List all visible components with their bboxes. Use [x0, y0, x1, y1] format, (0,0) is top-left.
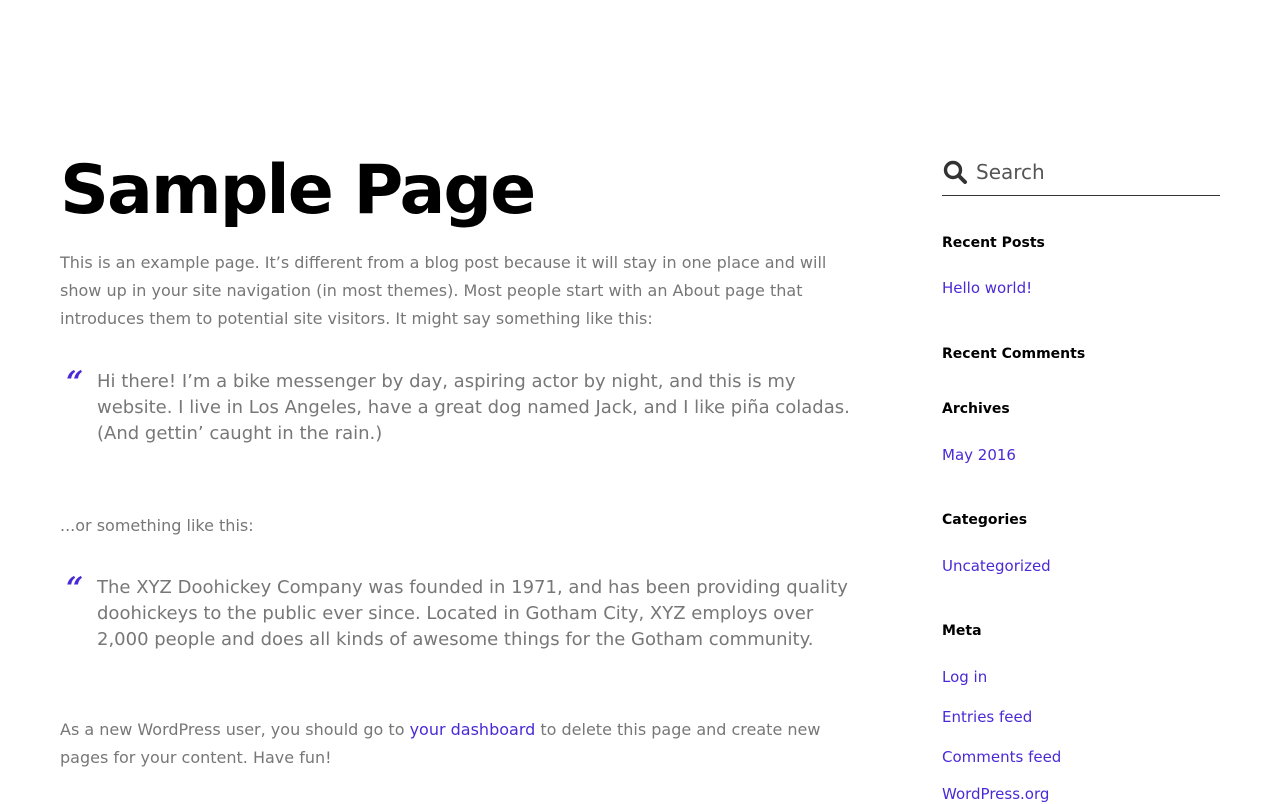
meta-link-wordpress-org[interactable]: WordPress.org — [942, 785, 1050, 803]
recent-posts-title: Recent Posts — [942, 235, 1045, 251]
search-form — [942, 150, 1220, 196]
categories-title: Categories — [942, 512, 1028, 528]
sidebar — [942, 150, 1220, 803]
meta-link-entries-feed[interactable]: Entries feed — [942, 708, 1033, 726]
quote-text: Hi there! I’m a bike messenger by day, aspiring actor by night, and this is my website. I live in Los Angeles, have a great dog named Jack, and I like piña coladas. (And gettin’ caught in the rain.) — [97, 371, 850, 444]
main-content — [60, 150, 860, 772]
recent-comments-title: Recent Comments — [942, 346, 1086, 362]
quote-text: The XYZ Doohickey Company was founded in 1971, and has been providing quality doohickeys to the public ever since. Located in Gotham City, XYZ employs over 2,000 people and does all kinds of awesome things for the Gotham community. — [97, 577, 848, 650]
search-input[interactable] — [976, 154, 1216, 190]
quote-icon: “ — [66, 571, 84, 606]
meta-title: Meta — [942, 623, 982, 639]
dashboard-link[interactable]: your dashboard — [409, 720, 536, 739]
quote-icon: “ — [66, 365, 84, 400]
meta-link-login[interactable]: Log in — [942, 668, 988, 686]
archive-link[interactable]: May 2016 — [942, 446, 1016, 464]
mid-paragraph: ...or something like this: — [60, 516, 254, 535]
intro-paragraph: This is an example page. It’s different from a blog post because it will stay in one place and will show up in your site navigation (in most themes). Most people start with an About page that introduces them to potential site visitors. It might say something like this: — [60, 253, 827, 328]
outro-text-before: As a new WordPress user, you should go to — [60, 720, 410, 739]
page-title: Sample Page — [60, 151, 535, 230]
outro-paragraph — [60, 716, 860, 772]
blockquote — [60, 571, 860, 653]
outro-text-after: to delete this page and create new pages for your content. Have fun! — [60, 720, 821, 767]
archives-title: Archives — [942, 401, 1010, 417]
category-link[interactable]: Uncategorized — [942, 557, 1051, 575]
recent-post-link[interactable]: Hello world! — [942, 279, 1033, 297]
meta-link-comments-feed[interactable]: Comments feed — [942, 748, 1062, 766]
blockquote — [60, 365, 860, 447]
search-icon[interactable] — [942, 159, 968, 185]
